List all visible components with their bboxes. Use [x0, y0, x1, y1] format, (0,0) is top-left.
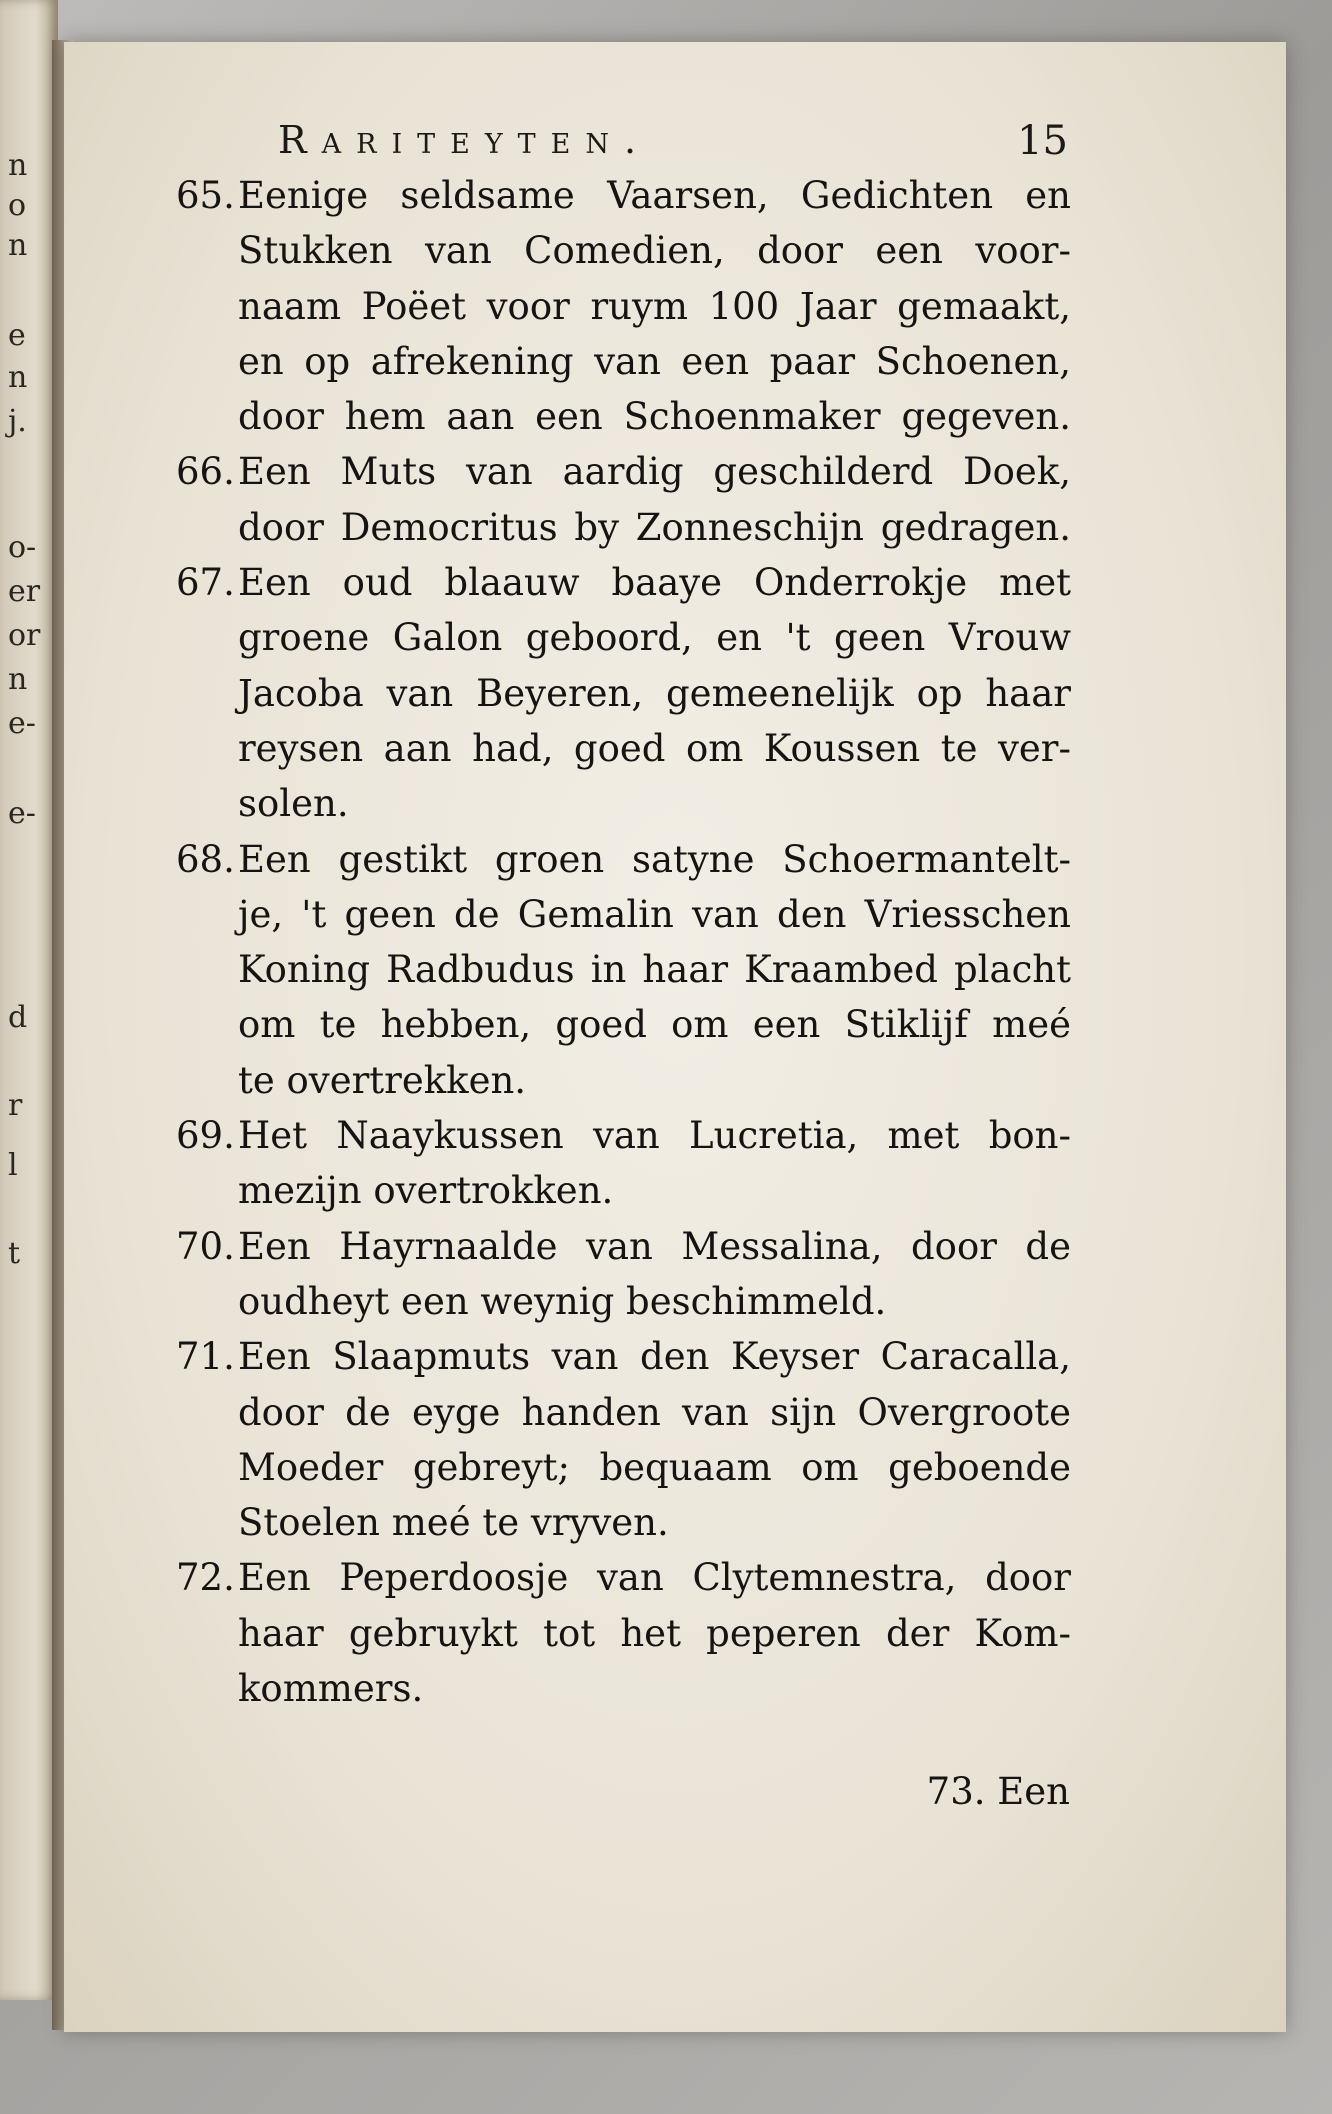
- entry-text: [238, 1219, 1071, 1330]
- entry-text: [238, 1329, 1071, 1550]
- entry-line: te overtrekken.: [238, 1058, 527, 1102]
- entry-number: 71.: [176, 1335, 235, 1379]
- entry-line: om te hebben, goed om een Stiklijf meé: [238, 1003, 1071, 1047]
- entry-number: 70.: [176, 1224, 235, 1268]
- entry-line: Stukken van Comedien, door een voor-: [238, 229, 1071, 273]
- previous-page-fragment: d: [8, 1000, 28, 1035]
- entry-number: 67.: [176, 561, 235, 605]
- entry-line: Eenige seldsame Vaarsen, Gedichten en: [238, 174, 1071, 217]
- entry-number: 69.: [176, 1114, 235, 1158]
- entry-line: Het Naaykussen van Lucretia, met bon-: [238, 1114, 1071, 1158]
- entry-list: [176, 168, 1071, 1716]
- entry-line: groene Galon geboord, en 't geen Vrouw: [238, 616, 1071, 660]
- entry-number: 68.: [176, 837, 235, 881]
- entry-line: Koning Radbudus in haar Kraambed placht: [238, 948, 1071, 992]
- entry-text: [238, 832, 1071, 1108]
- entry-line: solen.: [238, 782, 349, 826]
- entry-line: Een Muts van aardig geschilderd Doek,: [238, 450, 1071, 494]
- entry-line: haar gebruykt tot het peperen der Kom-: [238, 1611, 1071, 1655]
- entry-line: reysen aan had, goed om Koussen te ver-: [238, 726, 1071, 770]
- previous-page-edge: [0, 0, 58, 2000]
- entry-68: [176, 832, 1071, 1108]
- previous-page-fragment: t: [8, 1236, 21, 1271]
- entry-line: naam Poëet voor ruym 100 Jaar gemaakt,: [238, 284, 1071, 328]
- entry-line: door de eyge handen van sijn Overgroote: [238, 1390, 1071, 1434]
- entry-line: door Democritus by Zonneschijn gedragen.: [238, 505, 1071, 549]
- previous-page-fragment: e-: [8, 706, 36, 741]
- entry-line: door hem aan een Schoenmaker gegeven.: [238, 395, 1071, 439]
- entry-65: [176, 168, 1071, 444]
- entry-line: kommers.: [238, 1667, 424, 1711]
- entry-text: [238, 168, 1071, 444]
- entry-text: [238, 1108, 1071, 1219]
- previous-page-fragment: j.: [8, 404, 27, 439]
- previous-page-fragment: n: [8, 148, 28, 183]
- entry-67: [176, 555, 1071, 831]
- entry-line: mezijn overtrokken.: [238, 1169, 614, 1213]
- previous-page-fragment: n: [8, 228, 28, 263]
- running-title: Rariteyten.: [278, 118, 652, 162]
- entry-line: oudheyt een weynig beschimmeld.: [238, 1279, 887, 1323]
- entry-number: 66.: [176, 450, 235, 494]
- entry-line: en op afrekening van een paar Schoenen,: [238, 339, 1071, 383]
- entry-71: [176, 1329, 1071, 1550]
- entry-66: [176, 444, 1071, 555]
- previous-page-fragment: n: [8, 360, 28, 395]
- previous-page-fragment: n: [8, 662, 28, 697]
- entry-number: 65.: [176, 174, 235, 217]
- previous-page-fragment: er: [8, 574, 41, 609]
- entry-text: [238, 1550, 1071, 1716]
- entry-line: Een Peperdoosje van Clytemnestra, door: [238, 1556, 1071, 1600]
- entry-line: Een oud blaauw baaye Onderrokje met: [238, 561, 1071, 605]
- entry-line: Een gestikt groen satyne Schoermantelt-: [238, 837, 1071, 881]
- previous-page-fragment: o: [8, 188, 27, 223]
- entry-70: [176, 1219, 1071, 1330]
- entry-line: Stoelen meé te vryven.: [238, 1501, 669, 1545]
- entry-line: Een Hayrnaalde van Messalina, door de: [238, 1224, 1071, 1268]
- previous-page-fragment: e-: [8, 796, 36, 831]
- entry-text: [238, 444, 1071, 555]
- entry-text: [238, 555, 1071, 831]
- previous-page-fragment: or: [8, 618, 41, 653]
- entry-line: Jacoba van Beyeren, gemeenelijk op haar: [238, 671, 1071, 715]
- previous-page-fragment: o-: [8, 530, 37, 565]
- entry-72: [176, 1550, 1071, 1716]
- entry-line: je, 't geen de Gemalin van den Vriesschen: [238, 892, 1071, 936]
- previous-page-fragment: r: [8, 1088, 23, 1123]
- previous-page-fragment: l: [8, 1148, 18, 1183]
- catchword: 73. Een: [926, 1770, 1070, 1813]
- entry-69: [176, 1108, 1071, 1219]
- entry-line: Een Slaapmuts van den Keyser Caracalla,: [238, 1335, 1071, 1379]
- page-number: 15: [1017, 118, 1068, 164]
- entry-number: 72.: [176, 1556, 235, 1600]
- previous-page-fragment: e: [8, 318, 26, 353]
- entry-line: Moeder gebreyt; bequaam om geboende: [238, 1445, 1071, 1489]
